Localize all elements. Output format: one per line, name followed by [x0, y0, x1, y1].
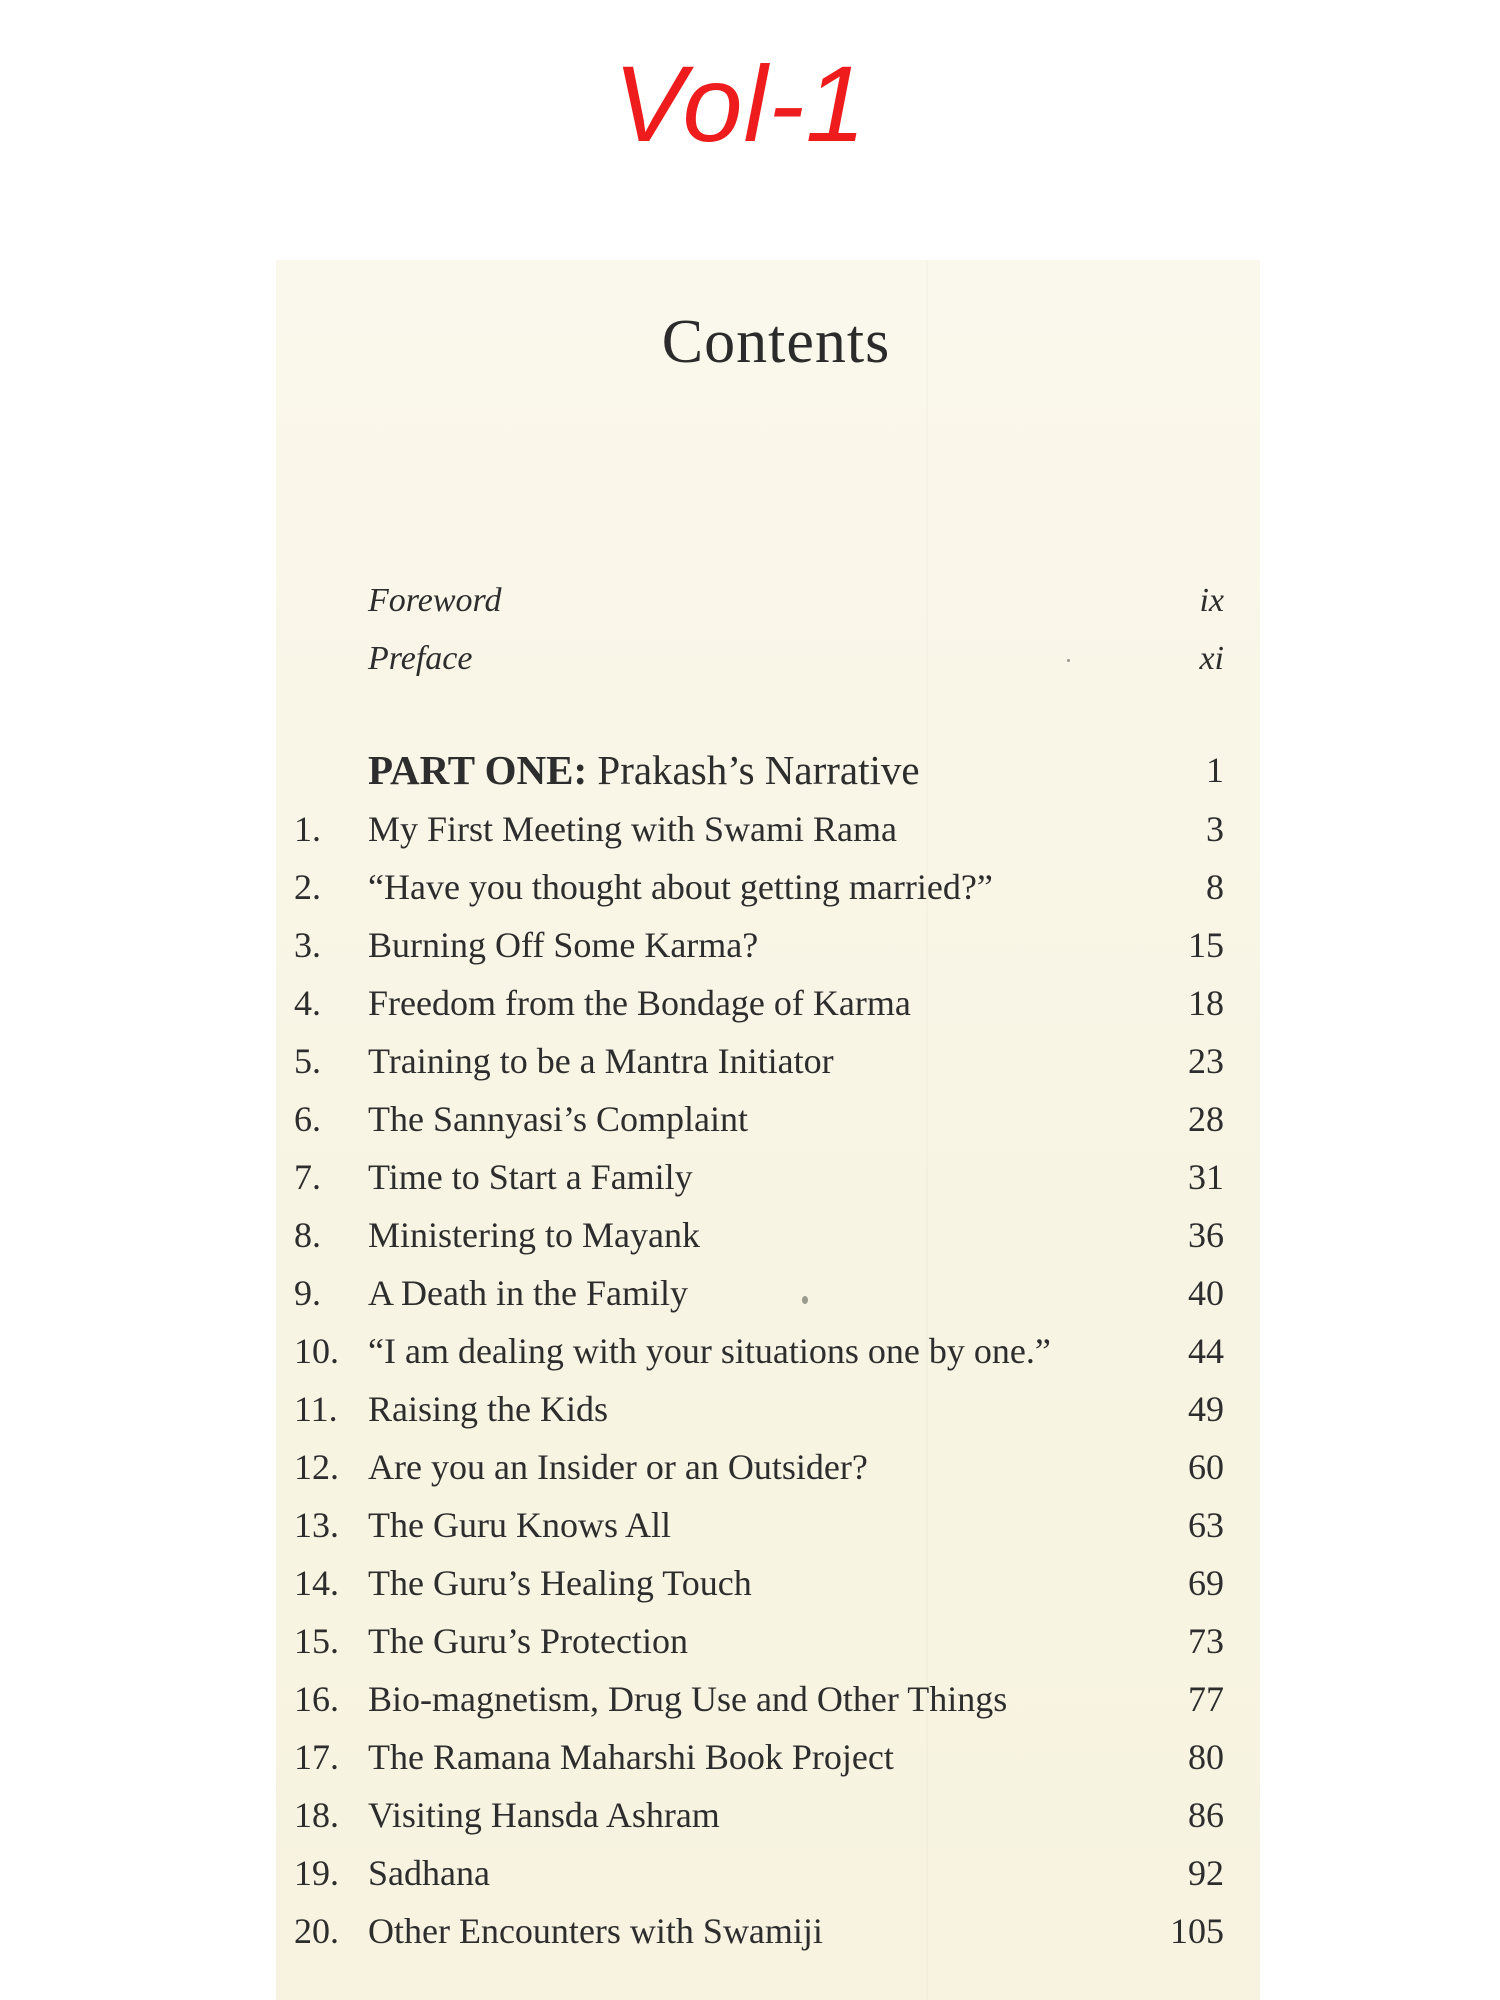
toc-entry: [276, 1612, 1260, 1670]
toc-entry: [276, 1728, 1260, 1786]
chapter-number: 5.: [294, 1041, 321, 1081]
toc-entry: [276, 1902, 1260, 1960]
toc-entry: [276, 1496, 1260, 1554]
page-number: 23: [1188, 1041, 1224, 1081]
chapter-number: 9.: [294, 1273, 321, 1313]
chapter-number: 14.: [294, 1563, 339, 1603]
toc-entry: [276, 1438, 1260, 1496]
front-matter-item: [276, 630, 1260, 688]
chapter-title: Training to be a Mantra Initiator: [368, 1041, 834, 1081]
chapter-number: 10.: [294, 1331, 339, 1371]
page-title: Contents: [661, 308, 891, 376]
page-number: 60: [1188, 1447, 1224, 1487]
chapter-title: The Guru’s Protection: [368, 1621, 688, 1661]
page-number: 44: [1188, 1331, 1224, 1371]
part-title: Prakash’s Narrative: [597, 747, 920, 793]
part-label: PART ONE:: [368, 747, 588, 793]
chapter-title: Other Encounters with Swamiji: [368, 1911, 823, 1951]
chapter-number: 16.: [294, 1679, 339, 1719]
book-page: [276, 260, 1260, 2000]
page-number: 105: [1170, 1911, 1224, 1951]
page-number: 3: [1206, 809, 1224, 849]
chapter-title: Visiting Hansda Ashram: [368, 1795, 720, 1835]
page-number: 40: [1188, 1273, 1224, 1313]
chapter-title: The Sannyasi’s Complaint: [368, 1099, 748, 1139]
chapter-number: 12.: [294, 1447, 339, 1487]
chapter-title: My First Meeting with Swami Rama: [368, 809, 897, 849]
page-number: 1: [1206, 750, 1224, 790]
chapter-number: 17.: [294, 1737, 339, 1777]
chapter-title: Are you an Insider or an Outsider?: [368, 1447, 868, 1487]
page-number: ix: [1199, 582, 1224, 619]
page-number: 31: [1188, 1157, 1224, 1197]
page-number: 15: [1188, 925, 1224, 965]
front-matter-item: [276, 572, 1260, 630]
toc-entry: [276, 1148, 1260, 1206]
toc-entry: [276, 1322, 1260, 1380]
chapter-number: 15.: [294, 1621, 339, 1661]
chapter-title: The Guru Knows All: [368, 1505, 671, 1545]
chapter-title: The Guru’s Healing Touch: [368, 1563, 752, 1603]
chapter-number: 20.: [294, 1911, 339, 1951]
page-number: 49: [1188, 1389, 1224, 1429]
toc-entry: [276, 1090, 1260, 1148]
chapter-number: 18.: [294, 1795, 339, 1835]
toc-entry: [276, 1554, 1260, 1612]
front-matter-title: Foreword: [368, 582, 502, 619]
page-number: 86: [1188, 1795, 1224, 1835]
part-heading: [368, 741, 920, 799]
chapter-title: Sadhana: [368, 1853, 490, 1893]
page-number: 8: [1206, 867, 1224, 907]
chapter-title: Time to Start a Family: [368, 1157, 693, 1197]
toc-entry: [276, 1206, 1260, 1264]
chapter-number: 1.: [294, 809, 321, 849]
chapter-number: 3.: [294, 925, 321, 965]
chapter-number: 7.: [294, 1157, 321, 1197]
chapter-number: 13.: [294, 1505, 339, 1545]
page-number: 63: [1188, 1505, 1224, 1545]
page-number: 69: [1188, 1563, 1224, 1603]
toc-entry: [276, 800, 1260, 858]
chapter-title: A Death in the Family: [368, 1273, 688, 1313]
toc-entry: [276, 1032, 1260, 1090]
page-number: xi: [1199, 640, 1224, 677]
chapter-title: Freedom from the Bondage of Karma: [368, 983, 911, 1023]
toc-entry: [276, 1786, 1260, 1844]
volume-label: Vol-1: [613, 43, 867, 164]
page-number: 73: [1188, 1621, 1224, 1661]
toc-entry: [276, 1380, 1260, 1438]
page-number: 77: [1188, 1679, 1224, 1719]
chapter-number: 4.: [294, 983, 321, 1023]
toc-entry: [276, 1670, 1260, 1728]
chapter-title: “Have you thought about getting married?”: [368, 867, 993, 907]
part-heading-row: [276, 741, 1260, 799]
toc-entry: [276, 1264, 1260, 1322]
page-number: 92: [1188, 1853, 1224, 1893]
chapter-title: Raising the Kids: [368, 1389, 608, 1429]
toc-entry: [276, 974, 1260, 1032]
chapter-number: 19.: [294, 1853, 339, 1893]
chapter-title: Ministering to Mayank: [368, 1215, 700, 1255]
chapter-number: 2.: [294, 867, 321, 907]
toc-entry: [276, 858, 1260, 916]
chapter-number: 6.: [294, 1099, 321, 1139]
chapter-title: Burning Off Some Karma?: [368, 925, 759, 965]
page-number: 80: [1188, 1737, 1224, 1777]
page-number: 28: [1188, 1099, 1224, 1139]
chapter-number: 8.: [294, 1215, 321, 1255]
chapter-title: Bio-magnetism, Drug Use and Other Things: [368, 1679, 1008, 1719]
chapter-title: “I am dealing with your situations one by one.”: [368, 1331, 1051, 1371]
front-matter-title: Preface: [368, 640, 473, 677]
chapter-title: The Ramana Maharshi Book Project: [368, 1737, 894, 1777]
page-number: 18: [1188, 983, 1224, 1023]
page-number: 36: [1188, 1215, 1224, 1255]
chapter-number: 11.: [294, 1389, 338, 1429]
toc-entry: [276, 916, 1260, 974]
toc-entry: [276, 1844, 1260, 1902]
